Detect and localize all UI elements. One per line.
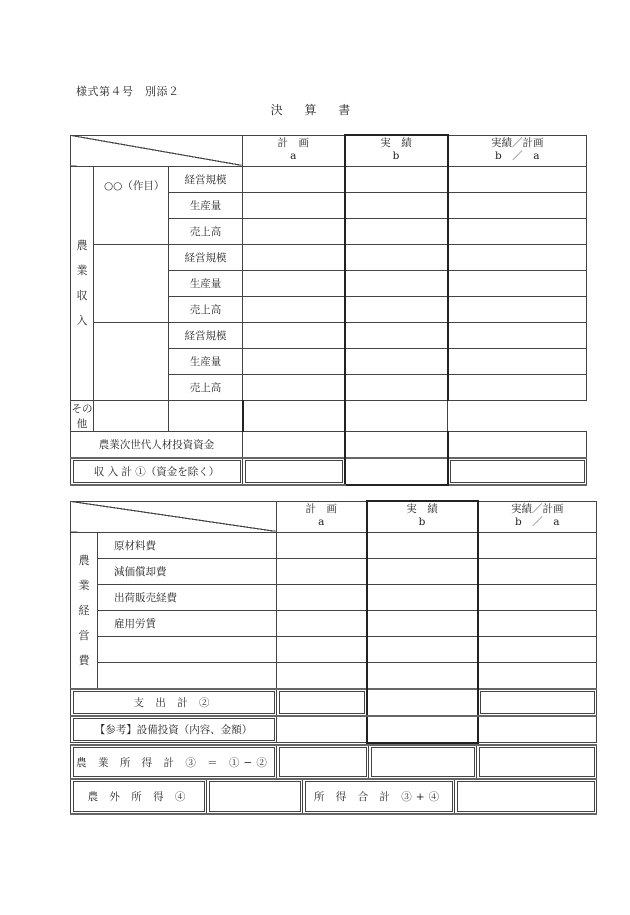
row-label-expense-total: 支 出 計 ② bbox=[71, 689, 277, 716]
row-label-production: 生産量 bbox=[169, 270, 243, 296]
row-label-sales: 売上高 bbox=[169, 218, 243, 244]
input-cell[interactable] bbox=[448, 270, 587, 296]
crop-label: ○○（作目） bbox=[94, 166, 169, 244]
input-cell[interactable] bbox=[448, 244, 587, 270]
input-cell[interactable] bbox=[277, 689, 367, 716]
input-cell[interactable] bbox=[448, 374, 587, 400]
input-cell[interactable] bbox=[277, 636, 367, 662]
input-cell[interactable] bbox=[345, 348, 448, 374]
input-cell[interactable] bbox=[448, 166, 587, 192]
input-cell[interactable] bbox=[243, 458, 345, 485]
row-label-farm-income: 農 業 所 得 計 ③ ＝ ①−② bbox=[71, 745, 277, 779]
input-cell[interactable] bbox=[345, 400, 448, 431]
input-cell[interactable] bbox=[345, 166, 448, 192]
crop-label-blank[interactable] bbox=[94, 244, 169, 322]
input-cell[interactable] bbox=[478, 610, 597, 636]
row-label-shipping: 出荷販売経費 bbox=[98, 584, 277, 610]
input-cell[interactable] bbox=[478, 558, 597, 584]
input-cell[interactable] bbox=[169, 400, 243, 431]
input-cell[interactable] bbox=[243, 244, 345, 270]
col-header-ratio: 実績／計画 b ／ a bbox=[448, 135, 587, 166]
input-cell[interactable] bbox=[367, 662, 478, 689]
input-cell[interactable] bbox=[277, 662, 367, 689]
input-cell[interactable] bbox=[455, 779, 597, 814]
input-cell[interactable] bbox=[94, 400, 169, 431]
input-cell[interactable] bbox=[367, 584, 478, 610]
input-cell[interactable] bbox=[478, 689, 597, 716]
document-title: 決 算 書 bbox=[270, 103, 360, 117]
col-header-actual: 実 績 b bbox=[367, 501, 478, 532]
row-label-blank[interactable] bbox=[98, 662, 277, 689]
input-cell[interactable] bbox=[367, 558, 478, 584]
input-cell[interactable] bbox=[243, 218, 345, 244]
input-cell[interactable] bbox=[345, 431, 448, 458]
expense-table bbox=[70, 500, 597, 744]
crop-label-blank[interactable] bbox=[94, 322, 169, 400]
col-header-ratio: 実績／計画 b ／ a bbox=[478, 501, 597, 532]
total-income-table bbox=[70, 778, 597, 815]
input-cell[interactable] bbox=[277, 584, 367, 610]
input-cell[interactable] bbox=[345, 244, 448, 270]
input-cell[interactable] bbox=[345, 218, 448, 244]
input-cell[interactable] bbox=[243, 166, 345, 192]
input-cell[interactable] bbox=[448, 218, 587, 244]
input-cell[interactable] bbox=[243, 431, 345, 458]
input-cell[interactable] bbox=[345, 374, 448, 400]
row-label-production: 生産量 bbox=[169, 192, 243, 218]
row-label-income-total: 収 入 計 ①（資金を除く） bbox=[71, 458, 243, 485]
row-label-fund: 農業次世代人材投資資金 bbox=[71, 431, 243, 458]
header-diagonal-cell bbox=[71, 501, 277, 532]
input-cell[interactable] bbox=[478, 584, 597, 610]
row-label-sales: 売上高 bbox=[169, 296, 243, 322]
form-number: 様式第４号 別添２ bbox=[76, 85, 180, 98]
input-cell[interactable] bbox=[448, 322, 587, 348]
row-label-sales: 売上高 bbox=[169, 374, 243, 400]
income-side-label: 農 業 収 入 bbox=[71, 166, 94, 400]
input-cell[interactable] bbox=[277, 558, 367, 584]
input-cell[interactable] bbox=[367, 532, 478, 558]
input-cell[interactable] bbox=[448, 296, 587, 322]
row-label-materials: 原材料費 bbox=[98, 532, 277, 558]
input-cell[interactable] bbox=[243, 348, 345, 374]
input-cell[interactable] bbox=[478, 532, 597, 558]
input-cell[interactable] bbox=[277, 610, 367, 636]
row-label-scale: 経営規模 bbox=[169, 166, 243, 192]
row-label-production: 生産量 bbox=[169, 348, 243, 374]
col-header-plan: 計 画 a bbox=[243, 135, 345, 166]
input-cell[interactable] bbox=[243, 296, 345, 322]
farm-income-table bbox=[70, 744, 597, 780]
row-label-blank[interactable] bbox=[98, 636, 277, 662]
input-cell[interactable] bbox=[448, 431, 587, 458]
input-cell[interactable] bbox=[367, 610, 478, 636]
input-cell[interactable] bbox=[478, 662, 597, 689]
input-cell[interactable] bbox=[448, 192, 587, 218]
input-cell[interactable] bbox=[367, 689, 478, 716]
row-label-grand-total: 所 得 合 計 ③+④ bbox=[303, 779, 455, 814]
input-cell[interactable] bbox=[277, 532, 367, 558]
input-cell[interactable] bbox=[478, 636, 597, 662]
row-label-labor: 雇用労賃 bbox=[98, 610, 277, 636]
input-cell[interactable] bbox=[243, 400, 345, 431]
input-cell[interactable] bbox=[243, 322, 345, 348]
expense-side-label: 農 業 経 営 費 bbox=[71, 532, 98, 689]
input-cell[interactable] bbox=[367, 636, 478, 662]
input-cell[interactable] bbox=[345, 458, 448, 485]
input-cell[interactable] bbox=[478, 716, 597, 743]
header-diagonal-cell bbox=[71, 135, 243, 166]
input-cell[interactable] bbox=[277, 745, 369, 779]
input-cell[interactable] bbox=[243, 374, 345, 400]
input-cell[interactable] bbox=[477, 745, 597, 779]
input-cell[interactable] bbox=[207, 779, 303, 814]
input-cell[interactable] bbox=[345, 270, 448, 296]
col-header-plan: 計 画 a bbox=[277, 501, 367, 532]
row-label-other: その他 bbox=[71, 400, 94, 431]
input-cell[interactable] bbox=[448, 348, 587, 374]
row-label-non-farm-income: 農 外 所 得 ④ bbox=[71, 779, 207, 814]
input-cell[interactable] bbox=[345, 192, 448, 218]
input-cell[interactable] bbox=[448, 458, 587, 485]
input-cell[interactable] bbox=[277, 716, 367, 743]
row-label-scale: 経営規模 bbox=[169, 322, 243, 348]
input-cell[interactable] bbox=[369, 745, 477, 779]
row-label-reference-investment: 【参考】設備投資（内容、金額） bbox=[71, 716, 277, 743]
col-header-actual: 実 績 b bbox=[345, 135, 448, 166]
row-label-scale: 経営規模 bbox=[169, 244, 243, 270]
income-table bbox=[70, 134, 587, 486]
input-cell[interactable] bbox=[345, 296, 448, 322]
row-label-depreciation: 減価償却費 bbox=[98, 558, 277, 584]
input-cell[interactable] bbox=[243, 270, 345, 296]
input-cell[interactable] bbox=[243, 192, 345, 218]
input-cell[interactable] bbox=[367, 716, 478, 743]
input-cell[interactable] bbox=[345, 322, 448, 348]
